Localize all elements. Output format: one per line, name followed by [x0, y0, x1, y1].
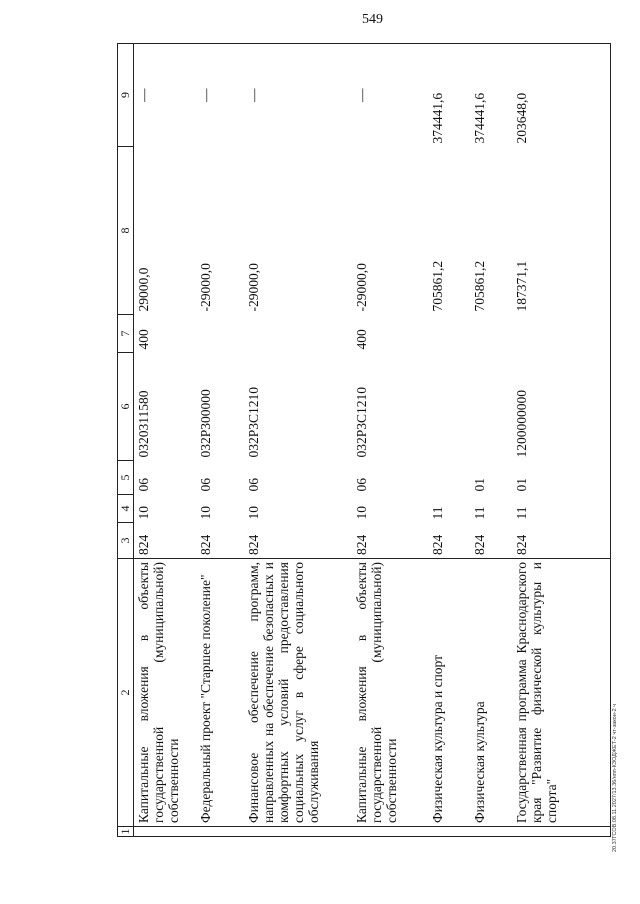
row-name: Капитальные вложения в объекты государственной (муниципальной) собственности: [134, 559, 196, 827]
row-name: Федеральный проект "Старшее поколение": [196, 559, 244, 827]
row-sum1: 187371,1: [512, 147, 611, 315]
table-row: [244, 44, 352, 837]
row-pr: 01: [512, 461, 611, 495]
row-vr: 400: [353, 329, 369, 350]
row-vr: [512, 315, 611, 353]
row-name: Финансовое обеспечение программ, направленных на обеспечение безопасных и комфортных условий предоставления социальных услуг в сфере социального обслуживания: [244, 559, 352, 827]
row-sum1: -29000,0: [197, 263, 213, 312]
row-sum2: —: [244, 44, 352, 147]
row-csr: [470, 353, 512, 461]
header-row: [118, 44, 134, 837]
row-vr: [244, 315, 352, 353]
row-rz: 10: [245, 506, 261, 520]
header-col-1: 1: [118, 828, 132, 835]
row-csr: 0320311580: [136, 390, 151, 458]
row-sum2: —: [134, 44, 196, 147]
row-rz: 11: [471, 506, 487, 520]
header-col-7: 7: [118, 315, 134, 353]
row-sum1: 705861,2: [429, 260, 445, 312]
row-pr: 01: [471, 478, 487, 492]
row-pr: 06: [353, 478, 369, 492]
row-rz: 10: [353, 506, 369, 520]
row-pr: [428, 461, 470, 495]
row-sum1: -29000,0: [245, 263, 261, 312]
header-col-8: 8: [118, 147, 134, 315]
row-csr: [428, 353, 470, 461]
row-name: Капитальные вложения в объекты государственной (муниципальной) собственности: [352, 559, 428, 827]
row-csr: 032P300000: [197, 389, 213, 458]
row-ved: 824: [245, 534, 261, 555]
header-col-4: 4: [118, 495, 134, 523]
table-row: [512, 44, 611, 837]
row-rz: 11: [429, 506, 445, 520]
row-sum2: 374441,6: [428, 44, 470, 147]
row-vr: [470, 315, 512, 353]
row-rz: 10: [197, 506, 213, 520]
table-row: [352, 44, 428, 837]
row-csr: 032P3С1210: [245, 386, 261, 458]
row-ved: 824: [353, 534, 369, 555]
row-sum1: 705861,2: [471, 260, 487, 312]
row-csr: 032P3С1210: [353, 386, 369, 458]
row-rz: 11: [512, 495, 611, 523]
row-pr: 06: [245, 478, 261, 492]
table-row: [134, 44, 196, 837]
table-row: [196, 44, 244, 837]
document-code: 20.37ГСОВ.08.11.2027/13.36/нпп-КЗОДЖЕТ-2 чт-закон-2 ч: [612, 703, 618, 852]
page-number: 549: [362, 12, 383, 27]
row-sum2: —: [352, 44, 428, 147]
header-col-9: 9: [118, 44, 134, 147]
table-row: [470, 44, 512, 837]
row-rz: 10: [136, 506, 151, 520]
budget-table-rotated: [117, 44, 611, 837]
row-ved: 824: [471, 534, 487, 555]
row-sum1: 29000,0: [136, 267, 151, 312]
row-pr: 06: [197, 478, 213, 492]
row-name: Физическая культура и спорт: [428, 559, 470, 827]
table-row: [428, 44, 470, 837]
row-sum2: 374441,6: [470, 44, 512, 147]
row-csr: 1200000000: [512, 353, 611, 461]
row-ved: 824: [136, 534, 151, 555]
row-sum2: 203648,0: [512, 44, 611, 147]
row-vr: [428, 315, 470, 353]
row-vr: [196, 315, 244, 353]
header-col-3: 3: [118, 523, 134, 559]
row-name: Государственная программа Краснодарского края "Развитие физической культуры и спорта": [512, 559, 611, 827]
budget-table: [117, 43, 611, 837]
row-pr: 06: [136, 478, 151, 492]
row-sum1: -29000,0: [353, 263, 369, 312]
row-ved: 824: [429, 534, 445, 555]
row-name: Физическая культура: [470, 559, 512, 827]
header-col-6: 6: [118, 353, 134, 461]
row-sum2: —: [196, 44, 244, 147]
row-ved: 824: [197, 534, 213, 555]
row-ved: 824: [512, 523, 611, 559]
header-col-2: 2: [118, 559, 134, 827]
row-vr: 400: [136, 329, 151, 350]
header-col-5: 5: [118, 461, 134, 495]
